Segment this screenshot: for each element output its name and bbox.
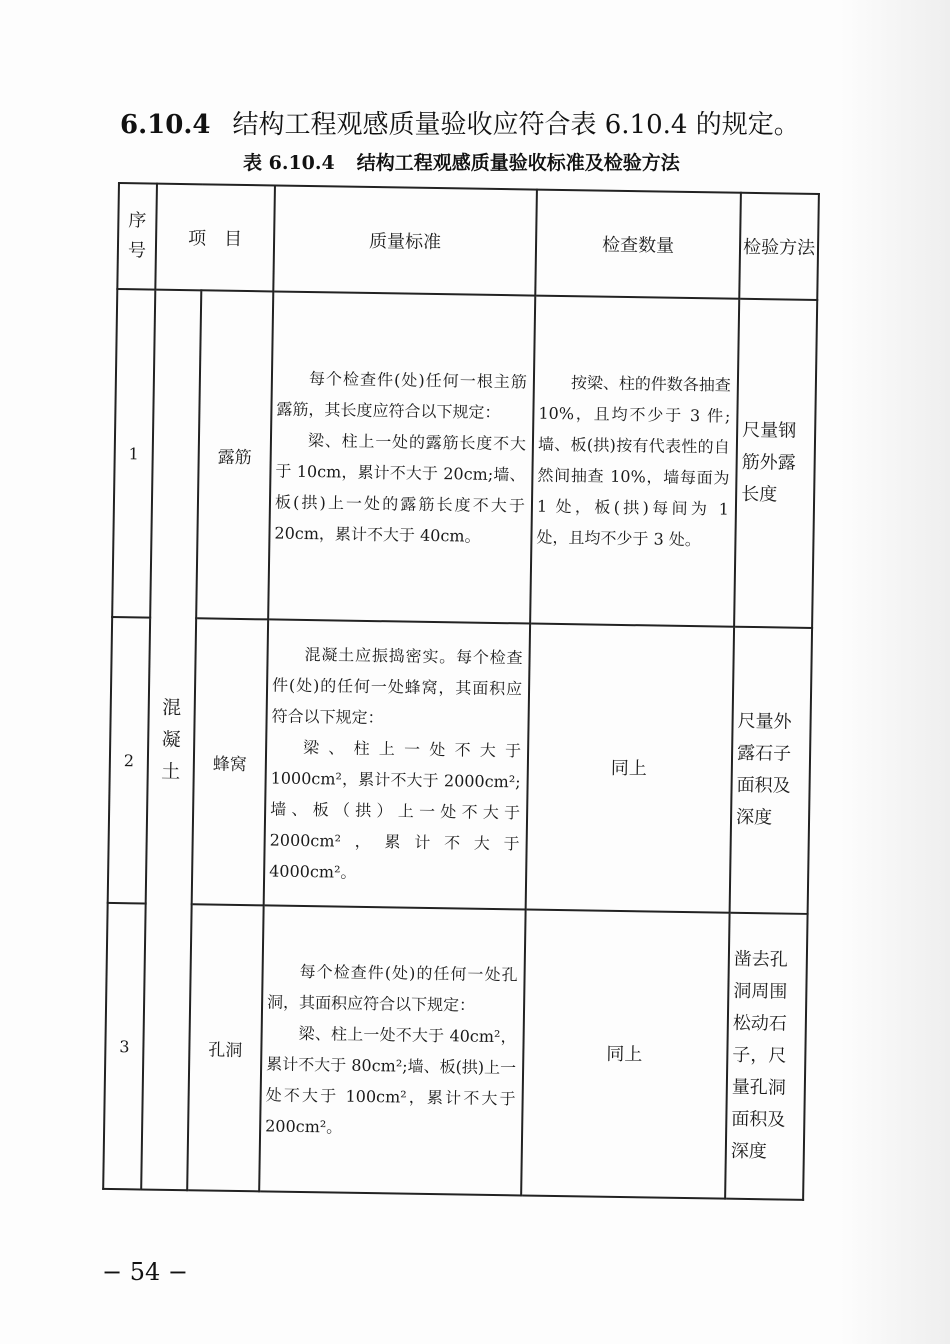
row-standard <box>264 619 530 909</box>
page-number: − 54 − <box>102 1258 189 1286</box>
header-seq <box>117 183 157 290</box>
header-seq-line1: 序 <box>128 210 147 232</box>
table-row <box>112 289 817 628</box>
standard-paragraph: 梁、柱上一处不大于 40cm²，累计不大于 80cm²;墙、板(拱)上一处不大于 100cm²，累计不大于 200cm²。 <box>265 1023 517 1137</box>
group-label-char: 土 <box>161 760 181 784</box>
inspection-table <box>102 182 820 1201</box>
row-seq: 3 <box>103 903 145 1190</box>
row-quantity: 同上 <box>526 624 734 913</box>
row-method: 尺量外露石子面积及深度 <box>730 627 812 914</box>
row-seq: 2 <box>108 617 150 904</box>
header-item: 项 目 <box>155 184 275 292</box>
table-caption-number: 表 6.10.4 <box>243 152 335 174</box>
row-standard <box>268 291 535 623</box>
header-standard: 质量标准 <box>273 185 537 295</box>
quantity-text: 按梁、柱的件数各抽查 10%，且均不少于 3 件;墙、板(拱)按有代表性的自然间抽查 10%，墙每面为 1 处，板(拱)每间为 1 处，且均不少于 3 处。 <box>536 373 732 550</box>
standard-paragraph: 梁、柱上一处的露筋长度不大于 10cm，累计不大于 20cm;墙、板(拱)上一处的露筋长度不大于 20cm，累计不大于 40cm。 <box>274 431 527 546</box>
scan-edge-shadow <box>840 0 950 1344</box>
table-caption <box>243 148 680 175</box>
header-method: 检验方法 <box>739 193 819 300</box>
standard-paragraph: 每个检查件(处)任何一根主筋露筋，其长度应符合以下规定： <box>276 369 528 423</box>
section-number: 6.10.4 <box>120 110 211 140</box>
standard-paragraph: 混凝土应振捣密实。每个检查件(处)的任何一处蜂窝，其面积应符合以下规定： <box>271 644 523 728</box>
row-quantity: 同上 <box>521 909 729 1198</box>
row-item: 蜂窝 <box>192 618 268 905</box>
standard-paragraph: 梁、柱上一处不大于 1000cm²，累计不大于 2000cm²;墙、板（拱）上一处不大于 2000cm²，累计不大于 4000cm²。 <box>269 737 522 882</box>
row-seq: 1 <box>112 289 155 618</box>
row-method: 凿去孔洞周围松动石子，尺量孔洞面积及深度 <box>725 913 807 1200</box>
table-header-row <box>117 183 819 300</box>
group-label-char: 混 <box>162 696 182 720</box>
row-method: 尺量钢筋外露长度 <box>734 299 817 628</box>
table-row <box>103 903 807 1200</box>
row-item: 露筋 <box>196 290 273 619</box>
row-standard <box>259 905 525 1195</box>
table-row <box>108 617 812 914</box>
row-item: 孔洞 <box>187 904 263 1191</box>
section-heading <box>120 104 800 141</box>
group-label-char: 凝 <box>161 728 181 752</box>
header-seq-line2: 号 <box>127 240 147 262</box>
row-quantity <box>530 296 739 627</box>
standard-paragraph: 每个检查件(处)的任何一处孔洞，其面积应符合以下规定： <box>266 961 518 1015</box>
section-heading-text: 结构工程观感质量验收应符合表 6.10.4 的规定。 <box>232 110 800 140</box>
header-quantity: 检查数量 <box>535 190 741 299</box>
table-caption-text: 结构工程观感质量验收标准及检验方法 <box>356 152 680 174</box>
